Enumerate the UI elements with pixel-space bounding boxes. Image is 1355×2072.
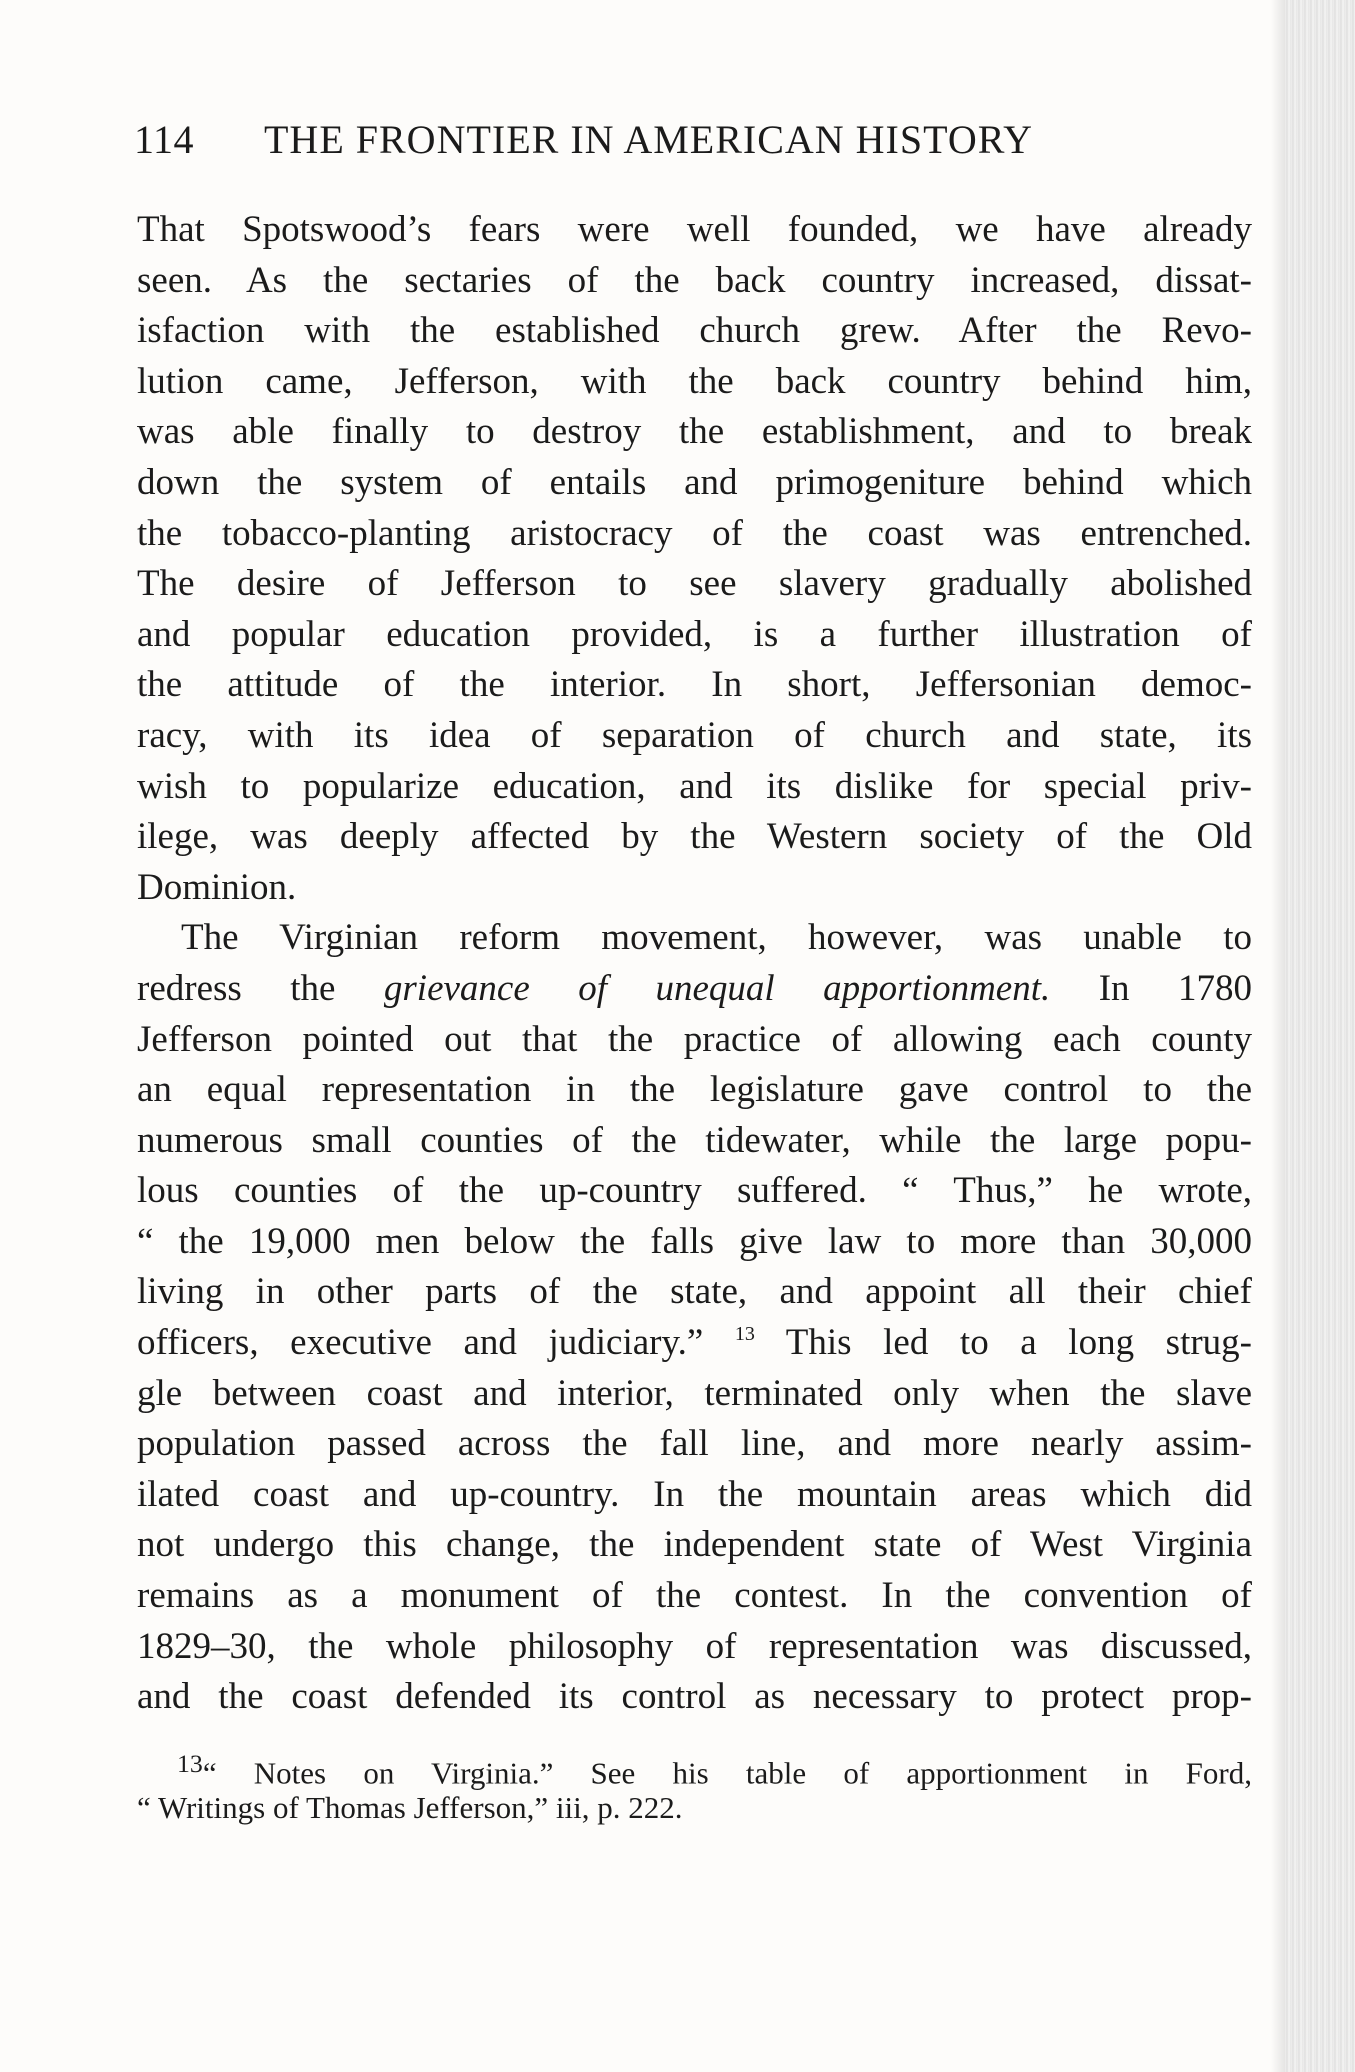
text-line — [137, 1318, 1252, 1369]
text-line: remains as a monument of the contest. In the convention of — [137, 1575, 1252, 1617]
text-line: living in other parts of the state, and appoint all their chief — [137, 1271, 1252, 1313]
text-line: racy, with its idea of separation of church and state, its — [137, 714, 1252, 756]
page-gutter-shadow — [1271, 0, 1285, 2072]
page-edge — [1285, 0, 1355, 2072]
text-line: Dominion. — [137, 866, 297, 908]
text-line: the tobacco-planting aristocracy of the coast was entrenched. — [137, 512, 1252, 554]
text-line: and the coast defended its control as necessary to protect prop- — [137, 1676, 1252, 1718]
text-line: numerous small counties of the tidewater, while the large popu- — [137, 1119, 1252, 1161]
text-line — [137, 964, 1252, 1015]
book-title: THE FRONTIER IN AMERICAN HISTORY — [264, 117, 1034, 162]
text-line: and popular education provided, is a further illustration of — [137, 613, 1252, 655]
text-line: That Spotswood’s fears were well founded, we have already — [137, 209, 1252, 250]
text-line: wish to popularize education, and its dislike for special priv- — [137, 765, 1252, 807]
text-line: Jefferson pointed out that the practice of allowing each county — [137, 1018, 1252, 1060]
text-line: The Virginian reform movement, however, was unable to — [181, 917, 1252, 959]
text-line: 1829–30, the whole philosophy of representation was discussed, — [137, 1625, 1252, 1667]
footnote-text: “ Notes on Virginia.” See his table of apportionment in Ford, — [202, 1755, 1252, 1791]
line-text: officers, executive and judiciary.” — [137, 1322, 735, 1364]
footnote-text-line: “ Writings of Thomas Jefferson,” iii, p. 222. — [137, 1790, 683, 1825]
footnote-reference[interactable]: 13 — [734, 1323, 755, 1346]
line-text: In 1780 — [1050, 967, 1252, 1009]
text-line: “ the 19,000 men below the falls give law to more than 30,000 — [137, 1220, 1252, 1262]
footnote-marker: 13 — [177, 1749, 203, 1778]
text-line: down the system of entails and primogeniture behind which — [137, 461, 1252, 503]
text-line: lution came, Jefferson, with the back country behind him, — [137, 360, 1252, 402]
line-text: This led to a long strug- — [754, 1322, 1252, 1364]
page-number: 114 — [134, 117, 195, 162]
footnote-13 — [137, 1742, 1252, 1791]
text-line: The desire of Jefferson to see slavery gradually abolished — [137, 563, 1252, 605]
body-text — [137, 205, 1252, 1723]
line-text: redress the — [137, 967, 384, 1009]
text-line: the attitude of the interior. In short, Jeffersonian democ- — [137, 664, 1252, 706]
text-line: not undergo this change, the independent state of West Virginia — [137, 1524, 1252, 1566]
text-line: an equal representation in the legislature gave control to the — [137, 1069, 1252, 1111]
italic-phrase: grievance of unequal apportionment. — [383, 967, 1051, 1009]
text-line: population passed across the fall line, and more nearly assim- — [137, 1423, 1252, 1465]
text-line: isfaction with the established church grew. After the Revo- — [137, 310, 1252, 352]
text-line: ilege, was deeply affected by the Western society of the Old — [137, 816, 1252, 858]
text-line: gle between coast and interior, terminated only when the slave — [137, 1372, 1252, 1414]
text-line: was able finally to destroy the establishment, and to break — [137, 411, 1252, 453]
footnotes — [137, 1742, 1252, 1830]
text-line: ilated coast and up-country. In the mountain areas which did — [137, 1473, 1252, 1515]
text-line: lous counties of the up-country suffered. “ Thus,” he wrote, — [137, 1170, 1252, 1212]
running-head — [134, 112, 1134, 168]
text-line: seen. As the sectaries of the back country increased, dissat- — [137, 259, 1252, 301]
